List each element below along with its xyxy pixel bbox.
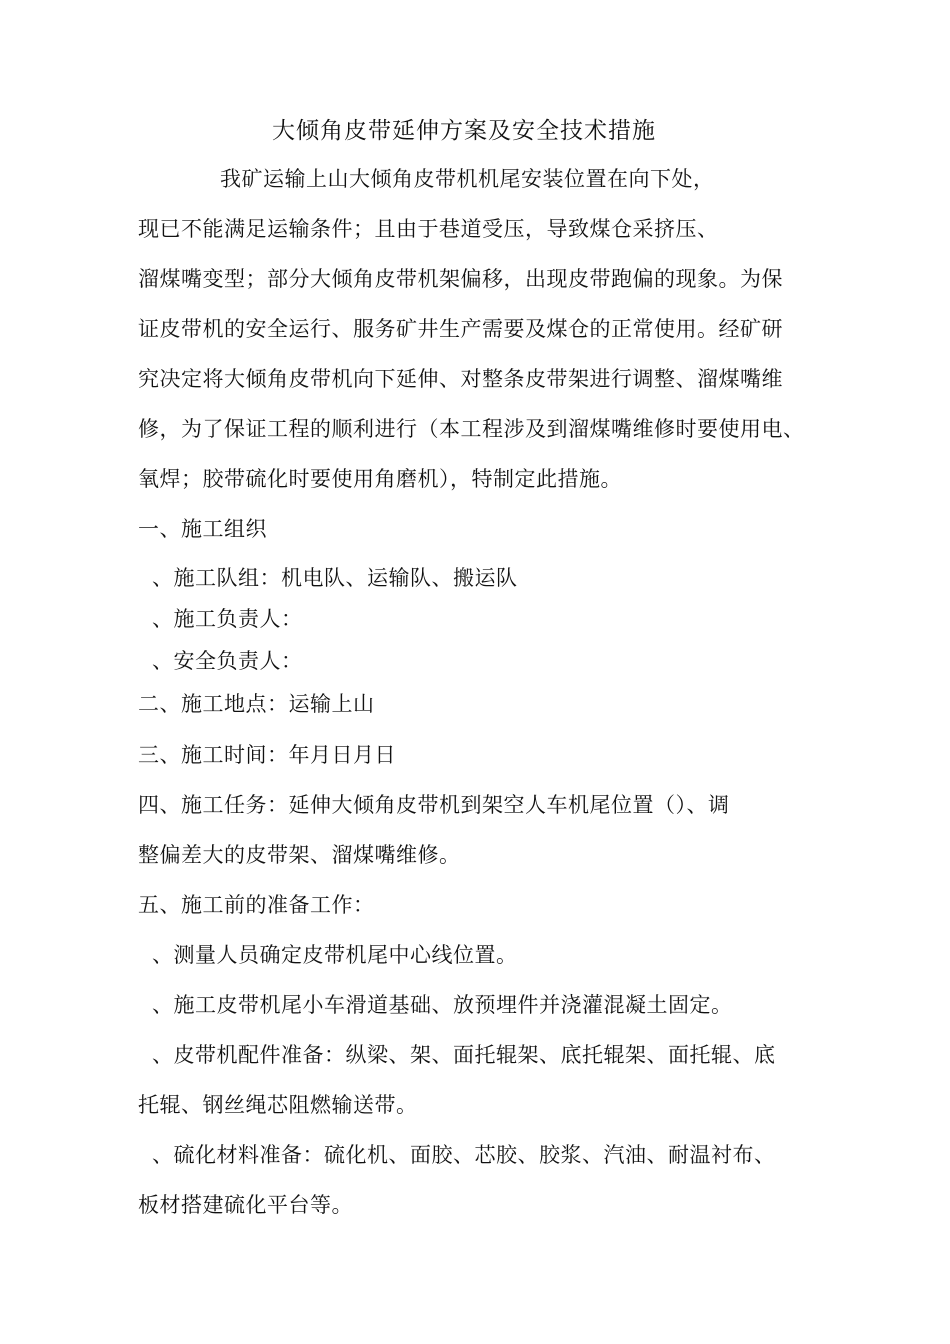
- list-item: 、施工皮带机尾小车滑道基础、放预埋件并浇灌混凝土固定。: [152, 993, 733, 1017]
- list-item: 、皮带机配件准备：纵梁、架、面托辊架、底托辊架、面托辊、底: [152, 1043, 776, 1067]
- intro-line: 究决定将大倾角皮带机向下延伸、对整条皮带架进行调整、溜煤嘴维: [138, 367, 783, 391]
- list-item: 、施工队组：机电队、运输队、搬运队: [152, 566, 518, 590]
- document-title: 大倾角皮带延伸方案及安全技术措施: [272, 118, 656, 144]
- list-item-continuation: 板材搭建硫化平台等。: [138, 1193, 353, 1217]
- section-heading: 三、施工时间：年月日月日: [138, 743, 396, 767]
- paragraph-line: 整偏差大的皮带架、溜煤嘴维修。: [138, 843, 461, 867]
- section-heading: 二、施工地点：运输上山: [138, 692, 375, 716]
- intro-line: 现已不能满足运输条件；且由于巷道受压，导致煤仓采挤压、: [138, 217, 719, 241]
- list-item: 、测量人员确定皮带机尾中心线位置。: [152, 943, 518, 967]
- list-item-continuation: 托辊、钢丝绳芯阻燃输送带。: [138, 1093, 418, 1117]
- section-heading: 一、施工组织: [138, 517, 267, 541]
- intro-line: 我矿运输上山大倾角皮带机机尾安装位置在向下处，: [220, 167, 715, 191]
- intro-line: 氧焊；胶带硫化时要使用角磨机），特制定此措施。: [138, 467, 622, 491]
- section-heading: 四、施工任务：延伸大倾角皮带机到架空人车机尾位置（）、调: [138, 793, 730, 817]
- intro-line: 溜煤嘴变型；部分大倾角皮带机架偏移，出现皮带跑偏的现象。为保: [138, 267, 783, 291]
- list-item: 、安全负责人：: [152, 649, 303, 673]
- intro-line: 修，为了保证工程的顺利进行（本工程涉及到溜煤嘴维修时要使用电、: [138, 417, 805, 441]
- list-item: 、施工负责人：: [152, 607, 303, 631]
- list-item: 、硫化材料准备：硫化机、面胶、芯胶、胶浆、汽油、耐温衬布、: [152, 1143, 776, 1167]
- section-heading: 五、施工前的准备工作：: [138, 893, 375, 917]
- intro-line: 证皮带机的安全运行、服务矿井生产需要及煤仓的正常使用。经矿研: [138, 317, 783, 341]
